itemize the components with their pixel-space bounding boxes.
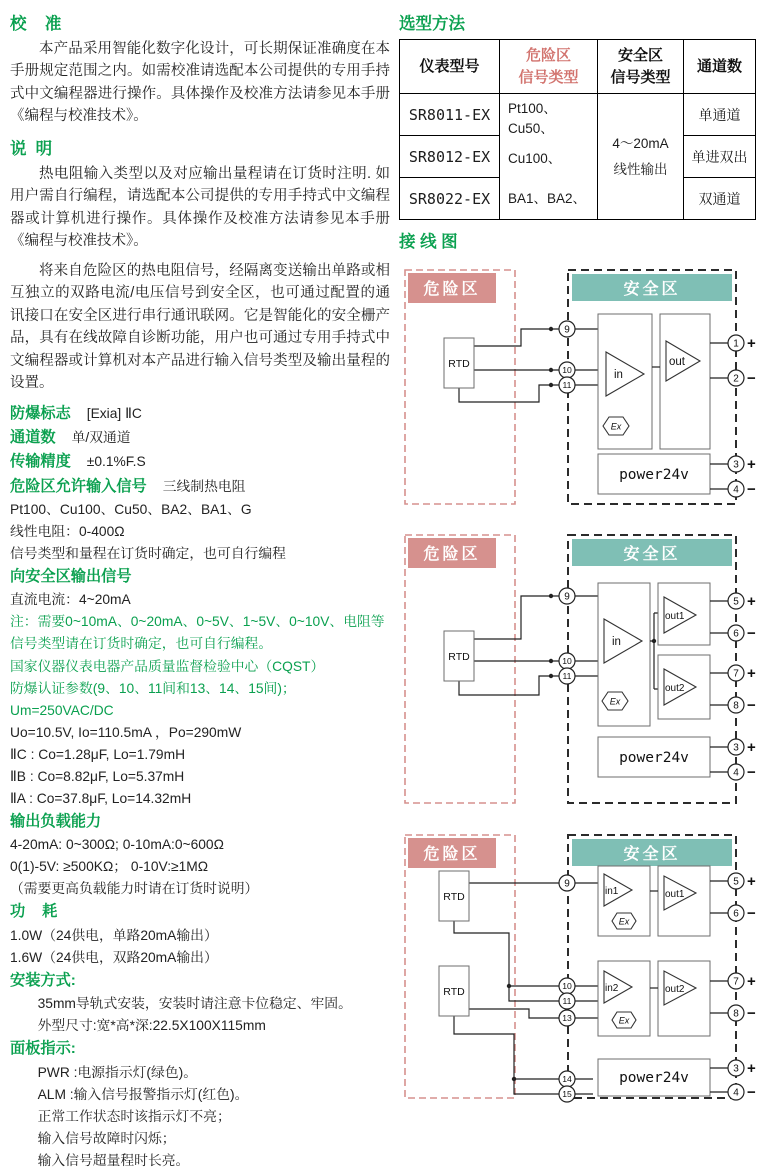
amp-in2-label: in2: [605, 983, 619, 994]
spec-value: 正常工作状态时该指示灯不亮；: [37, 1108, 231, 1124]
spec-value: Uo=10.5V, Io=110.5mA ，Po=290mW: [10, 724, 242, 740]
svg-text:13: 13: [562, 1013, 572, 1023]
terminal-9: [559, 588, 575, 604]
terminal-4: [728, 764, 744, 780]
spec-value: PWR :电源指示灯(绿色)。: [37, 1064, 198, 1080]
terminal-5: [728, 873, 744, 889]
safe-signal-cell: [598, 94, 684, 220]
wiring-diagram-heading: 接 线 图: [399, 233, 458, 251]
spec-label: 通道数: [10, 428, 56, 446]
spec-line: [10, 856, 390, 878]
spec-line: [10, 589, 390, 611]
col-header-hazard-signal: [500, 40, 598, 94]
col-header-hazard-line2: 信号类型: [518, 68, 579, 86]
spec-value: 单/双通道: [71, 429, 131, 445]
safe-zone-label: 安全区: [623, 546, 681, 563]
calibration-paragraph: 本产品采用智能化数字化设计，可长期保证准确度在本手册规定范围之内。如需校准请选配本公司提供的专用手持式中文编程器进行操作。具体操作及校准方法请参见本手册《编程与校准技术》。: [10, 41, 390, 125]
col-header-safe-line2: 信号类型: [610, 68, 671, 86]
spec-value: 注：需要0~10mA、0~20mA、0~5V、1~5V、0~10V、电阻等信号类型请在订货时确定，也可自行编程。: [10, 614, 385, 652]
spec-label: 输出负载能力: [10, 812, 102, 830]
spec-line: [10, 475, 390, 499]
svg-text:6: 6: [733, 908, 739, 920]
terminal-9: [559, 321, 575, 337]
spec-line: [10, 450, 390, 474]
terminal-4: [728, 481, 744, 497]
terminal-10: [559, 362, 575, 378]
spec-line: [10, 678, 390, 700]
spec-line: [10, 969, 390, 993]
plus-sign: +: [747, 335, 756, 352]
channel-cell: 单进双出: [684, 136, 756, 178]
power-label: power24v: [619, 750, 689, 766]
plus-sign: +: [747, 973, 756, 990]
safe-zone: [568, 835, 736, 1098]
model-cell: SR8012-EX: [400, 136, 500, 178]
spec-value: （需要更高负载能力时请在订货时说明）: [10, 881, 259, 897]
col-header-channels: [684, 40, 756, 94]
power-box: [598, 737, 710, 777]
amp-in1-label: in1: [605, 886, 619, 897]
terminal-3: [728, 1060, 744, 1076]
model-cell: SR8022-EX: [400, 178, 500, 220]
col-header-channels-label: 通道数: [696, 57, 742, 75]
svg-text:7: 7: [733, 976, 739, 988]
hazard-zone-label: 危险区: [423, 846, 481, 863]
hazard-zone-label: 危险区: [423, 281, 481, 298]
svg-text:10: 10: [562, 981, 572, 991]
terminal-3: [728, 456, 744, 472]
spec-value: ⅡB : Co=8.82μF, Lo=5.37mH: [10, 768, 185, 784]
terminal-6: [728, 625, 744, 641]
svg-text:1: 1: [733, 338, 739, 350]
spec-line: [10, 925, 390, 947]
spec-value: 防爆认证参数(9、10、11间和13、14、15间)；: [10, 680, 296, 696]
rtd-label: RTD: [448, 651, 470, 663]
terminal-14: [559, 1071, 575, 1087]
spec-label: 向安全区输出信号: [10, 568, 132, 585]
hazard-signal-line: BA1、BA2、: [508, 190, 587, 206]
svg-text:4: 4: [733, 484, 739, 496]
rtd-label: RTD: [443, 986, 465, 998]
col-header-safe-line1: 安全区: [617, 46, 663, 64]
spec-line: [10, 722, 390, 744]
safe-zone: [568, 535, 736, 803]
amp-out2-label: out2: [665, 984, 685, 995]
ex-mark-label: Ex: [618, 1015, 630, 1026]
spec-value: 输入信号故障时闪烁；: [37, 1130, 176, 1146]
spec-value: Pt100、Cu100、Cu50、BA2、BA1、G: [10, 501, 252, 517]
terminal-2: [728, 370, 744, 386]
svg-text:11: 11: [562, 996, 572, 1006]
minus-sign: −: [747, 1005, 756, 1022]
terminal-10: [559, 653, 575, 669]
svg-text:9: 9: [564, 324, 570, 336]
spec-line: [10, 810, 390, 834]
spec-line: [10, 1128, 390, 1150]
hazard-signal-line: Pt100、Cu50、: [508, 100, 557, 136]
power-label: power24v: [619, 1070, 689, 1086]
svg-text:11: 11: [562, 380, 572, 390]
amp-out2-label: out2: [665, 683, 685, 694]
plus-sign: +: [747, 1060, 756, 1077]
left-column: [10, 8, 390, 1172]
terminal-5: [728, 593, 744, 609]
spec-value: 信号类型和量程在订货时确定，也可自行编程: [10, 545, 286, 561]
plus-sign: +: [747, 593, 756, 610]
minus-sign: −: [747, 697, 756, 714]
svg-text:3: 3: [733, 1063, 739, 1075]
table-header-row: [400, 40, 756, 94]
table-row: [400, 94, 756, 136]
spec-line: [10, 1150, 390, 1172]
plus-sign: +: [747, 456, 756, 473]
svg-text:4: 4: [733, 767, 739, 779]
spec-value: [Exia] ⅡC: [86, 405, 142, 421]
spec-value: 线性电阻：0-400Ω: [10, 523, 125, 539]
plus-sign: +: [747, 873, 756, 890]
amp-out1-label: out1: [665, 889, 685, 900]
spec-value: 国家仪器仪表电器产品质量监督检验中心（CQST）: [10, 658, 325, 674]
spec-line: [10, 993, 390, 1015]
power-box: [598, 454, 710, 494]
spec-line: [10, 834, 390, 856]
svg-text:11: 11: [562, 671, 572, 681]
wiring-diagram-single-channel: [399, 256, 757, 511]
description-heading: 说 明: [10, 139, 53, 158]
terminal-13: [559, 1010, 575, 1026]
spec-line: [10, 426, 390, 450]
right-column: [399, 8, 755, 1172]
hazard-zone: [405, 535, 559, 803]
svg-text:4: 4: [733, 1087, 739, 1099]
safe-zone-label: 安全区: [623, 846, 681, 863]
channel-cell: 单通道: [684, 94, 756, 136]
spec-line: [10, 947, 390, 969]
amp-out-label: out: [669, 356, 685, 368]
spec-line: [10, 700, 390, 722]
hazard-signal-cell: [500, 94, 598, 220]
terminal-3: [728, 739, 744, 755]
power-label: power24v: [619, 467, 689, 483]
spec-value: ⅡA : Co=37.8μF, Lo=14.32mH: [10, 790, 192, 806]
terminal-11: [559, 993, 575, 1009]
spec-value: ±0.1%F.S: [86, 454, 146, 470]
terminal-11: [559, 377, 575, 393]
spec-line: [10, 611, 390, 655]
spec-line: [10, 1084, 390, 1106]
spec-line: [10, 744, 390, 766]
amp-in-label: in: [612, 636, 621, 648]
spec-label: 防爆标志: [10, 404, 71, 422]
spec-value: 1.0W（24供电，单路20mA输出）: [10, 927, 218, 943]
minus-sign: −: [747, 625, 756, 642]
terminal-7: [728, 665, 744, 681]
spec-line: [10, 878, 390, 900]
terminal-4: [728, 1084, 744, 1100]
svg-text:8: 8: [733, 1008, 739, 1020]
svg-text:2: 2: [733, 373, 739, 385]
spec-label: 危险区允许输入信号: [10, 477, 147, 495]
spec-value: 直流电流：4~20mA: [10, 592, 131, 608]
channel-cell: 双通道: [684, 178, 756, 220]
terminal-1: [728, 335, 744, 351]
spec-line: [10, 766, 390, 788]
description-paragraph-1: 热电阻输入类型以及对应输出量程请在订货时注明. 如用户需自行编程，请选配本公司提供的专用手持式中文编程器或计算机进行操作。具体操作及校准方法请参见本手册《编程与校准技术》。: [10, 165, 390, 250]
svg-text:9: 9: [564, 591, 570, 603]
svg-text:14: 14: [562, 1074, 572, 1084]
spec-line: [10, 521, 390, 543]
svg-text:8: 8: [733, 700, 739, 712]
hazard-zone: [405, 835, 559, 1098]
spec-line: [10, 1062, 390, 1084]
model-cell: SR8011-EX: [400, 94, 500, 136]
rtd-label: RTD: [443, 891, 465, 903]
svg-text:7: 7: [733, 668, 739, 680]
col-header-hazard-line1: 危险区: [525, 46, 571, 64]
spec-line: [10, 402, 390, 426]
svg-text:5: 5: [733, 876, 739, 888]
spec-value: 0(1)-5V: ≥500KΩ； 0-10V:≥1MΩ: [10, 859, 209, 875]
wiring-diagram-dual-channel: [399, 821, 757, 1104]
spec-line: [10, 565, 390, 589]
hazard-signal-line: Cu100、: [508, 150, 562, 166]
terminal-6: [728, 905, 744, 921]
spec-line: [10, 900, 390, 924]
hazard-zone-label: 危险区: [423, 546, 481, 563]
spec-value: ALM :输入信号报警指示灯(红色)。: [37, 1086, 249, 1102]
spec-value: Um=250VAC/DC: [10, 702, 114, 718]
spec-label: 传输精度: [10, 453, 71, 471]
minus-sign: −: [747, 905, 756, 922]
terminal-15: [559, 1086, 575, 1102]
amp-out1-label: out1: [665, 611, 685, 622]
svg-text:3: 3: [733, 459, 739, 471]
spec-line: [10, 499, 390, 521]
spec-line: [10, 1015, 390, 1037]
selection-table: [399, 39, 756, 220]
spec-line: [10, 1106, 390, 1128]
spec-label: 安装方式:: [10, 971, 76, 989]
minus-sign: −: [747, 481, 756, 498]
spec-line: [10, 788, 390, 810]
rtd-sensor-2: [439, 966, 469, 1016]
spec-list: [10, 402, 390, 1172]
svg-text:9: 9: [564, 878, 570, 890]
svg-text:10: 10: [562, 365, 572, 375]
col-header-model: [400, 40, 500, 94]
terminal-9: [559, 875, 575, 891]
svg-text:15: 15: [562, 1089, 572, 1099]
spec-value: 三线制热电阻: [162, 478, 246, 494]
minus-sign: −: [747, 370, 756, 387]
spec-label: 面板指示:: [10, 1040, 76, 1058]
safe-signal-line: 线性输出: [613, 161, 668, 177]
spec-value: 35mm导轨式安装，安装时请注意卡位稳定、牢固。: [37, 996, 352, 1012]
col-header-safe-signal: [598, 40, 684, 94]
ex-mark-label: Ex: [610, 421, 622, 432]
wiring-diagram-dual-output: [399, 521, 757, 811]
ex-mark-label: Ex: [609, 696, 621, 707]
spec-line: [10, 543, 390, 565]
ex-mark-label: Ex: [618, 916, 630, 927]
rtd-sensor: [444, 338, 474, 388]
spec-value: 1.6W（24供电，双路20mA输出）: [10, 949, 218, 965]
rtd-sensor: [444, 631, 474, 681]
svg-text:3: 3: [733, 742, 739, 754]
svg-text:6: 6: [733, 628, 739, 640]
svg-text:5: 5: [733, 596, 739, 608]
safe-zone: [568, 270, 736, 504]
terminal-8: [728, 697, 744, 713]
spec-line: [10, 1037, 390, 1061]
minus-sign: −: [747, 1084, 756, 1101]
calibration-heading: 校 准: [10, 15, 62, 33]
spec-label: 功 耗: [10, 903, 58, 921]
plus-sign: +: [747, 739, 756, 756]
spec-value: 输入信号超量程时长亮。: [37, 1152, 190, 1168]
spec-line: [10, 656, 390, 678]
terminal-11: [559, 668, 575, 684]
amp-in-label: in: [614, 369, 623, 381]
safe-zone-label: 安全区: [623, 281, 681, 298]
spec-value: 外型尺寸:宽*高*深:22.5X100X115mm: [37, 1018, 266, 1034]
safe-signal-line: 4～20mA: [612, 135, 669, 151]
terminal-8: [728, 1005, 744, 1021]
spec-value: 4-20mA: 0~300Ω; 0-10mA:0~600Ω: [10, 837, 224, 853]
minus-sign: −: [747, 764, 756, 781]
terminal-7: [728, 973, 744, 989]
col-header-model-label: 仪表型号: [419, 57, 480, 75]
rtd-label: RTD: [448, 358, 470, 370]
hazard-zone: [405, 270, 559, 504]
terminal-10: [559, 978, 575, 994]
description-paragraph-2: 将来自危险区的热电阻信号，经隔离变送输出单路或相互独立的双路电流/电压信号到安全区，也可通过配置的通讯接口在安全区进行串行通讯联网。它是智能化的安全栅产品，具有在线故障自诊断功能，用户也可通过专用手持式中文编程器或计算机对本产品进行输入信号类型及输出量程的设置。: [10, 262, 390, 392]
spec-value: ⅡC : Co=1.28μF, Lo=1.79mH: [10, 746, 186, 762]
selection-method-heading: 选型方法: [399, 15, 465, 33]
rtd-sensor-1: [439, 871, 469, 921]
svg-text:10: 10: [562, 656, 572, 666]
power-box: [598, 1059, 710, 1096]
plus-sign: +: [747, 665, 756, 682]
